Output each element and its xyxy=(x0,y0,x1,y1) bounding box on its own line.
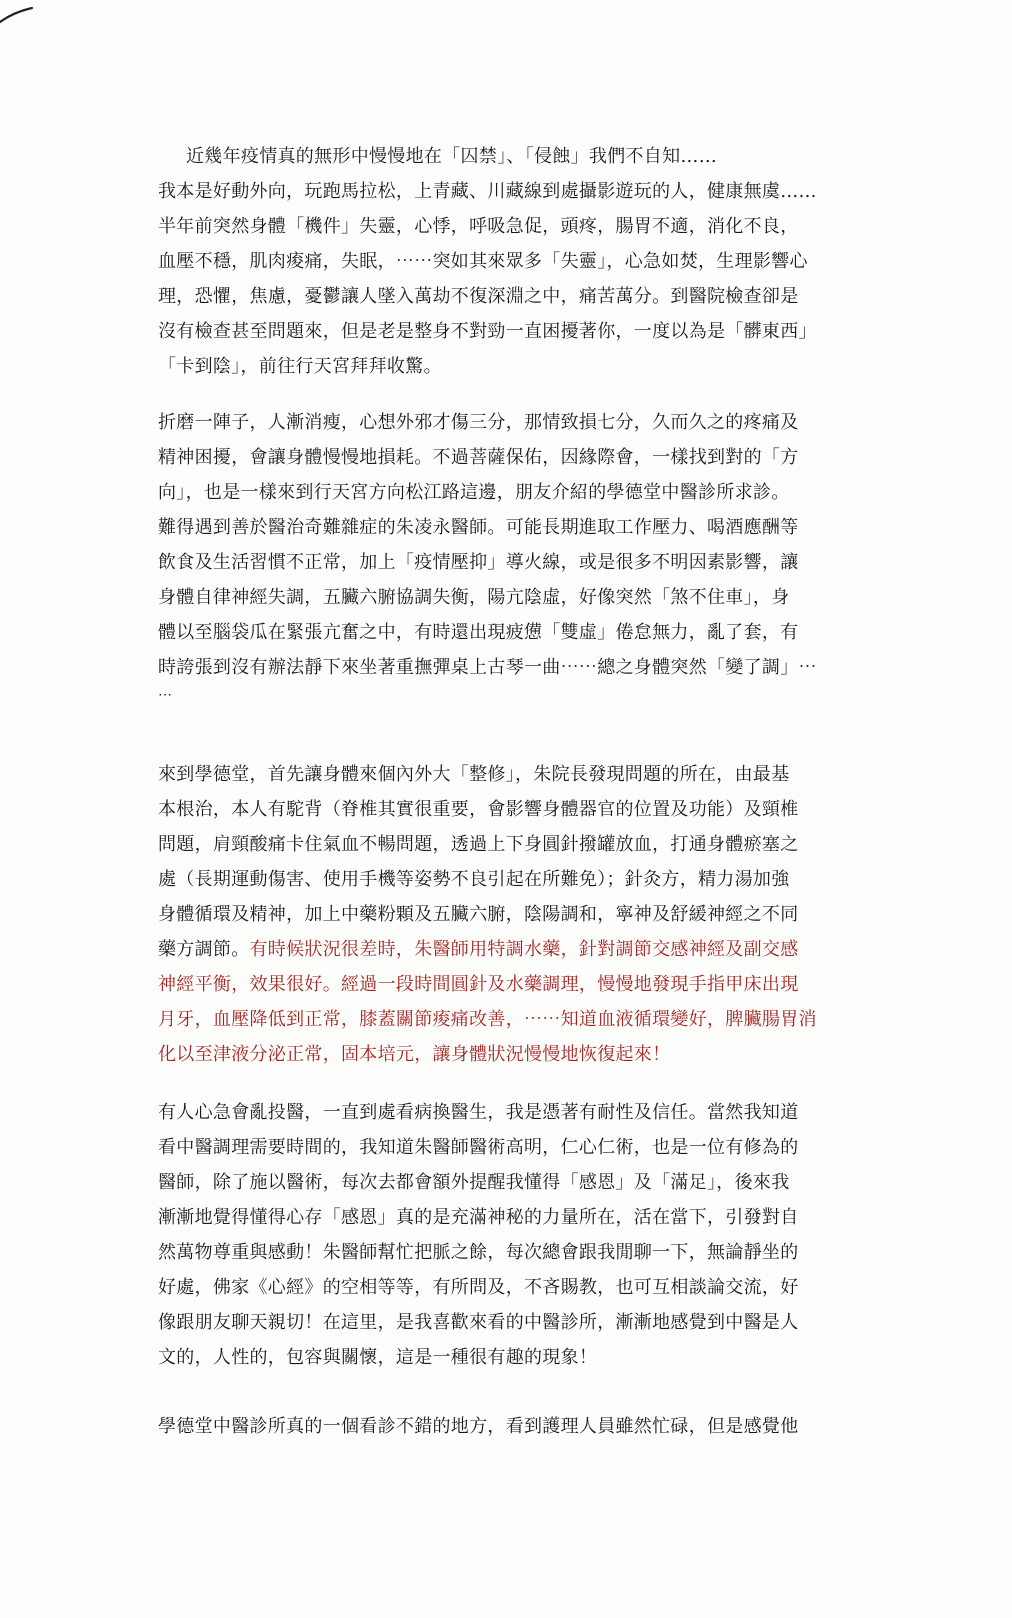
line-text: 藥方調節。 xyxy=(158,939,250,960)
line-text: 看中醫調理需要時間的，我知道朱醫師醫術高明，仁心仁術，也是一位有修為的 xyxy=(158,1137,799,1158)
highlighted-line-text: 有時候狀況很差時，朱醫師用特調水藥，針對調節交感神經及副交感 xyxy=(249,939,799,960)
line-text: 本根治，本人有駝背（脊椎其實很重要，會影響身體器官的位置及功能）及頸椎 xyxy=(158,799,799,820)
line-text: 理，恐懼，焦慮，憂鬱讓人墜入萬劫不復深淵之中，痛苦萬分。到醫院檢查卻是 xyxy=(158,286,799,307)
text-line xyxy=(158,1037,858,1072)
highlighted-line-text: 化以至津液分泌正常，固本培元，讓身體狀況慢慢地恢復起來！ xyxy=(158,1044,671,1065)
highlighted-line-text: 神經平衡，效果很好。經過一段時間圓針及水藥調理，慢慢地發現手指甲床出現 xyxy=(158,974,799,995)
line-text: 像跟朋友聊天親切！在這里，是我喜歡來看的中醫診所，漸漸地感覺到中醫是人 xyxy=(158,1312,799,1333)
text-line xyxy=(158,314,858,349)
line-text: 漸漸地覺得懂得心存「感恩」真的是充滿神秘的力量所在，活在當下，引發對自 xyxy=(158,1207,799,1228)
text-line xyxy=(158,1235,858,1270)
paragraph-1 xyxy=(158,139,858,384)
line-text: 體以至腦袋瓜在緊張亢奮之中，有時還出現疲憊「雙虛」倦怠無力，亂了套，有 xyxy=(158,622,799,643)
text-line xyxy=(158,1200,858,1235)
text-line xyxy=(158,510,858,545)
paragraph-4 xyxy=(158,1095,858,1375)
line-text: 然萬物尊重與感動！朱醫師幫忙把脈之餘，每次總會跟我閒聊一下，無論靜坐的 xyxy=(158,1242,799,1263)
line-text: 精神困擾，會讓身體慢慢地損耗。不過菩薩保佑，因緣際會，一樣找到對的「方 xyxy=(158,447,799,468)
text-line xyxy=(158,650,858,685)
line-text: 文的，人性的，包容與關懷，這是一種很有趣的現象！ xyxy=(158,1347,598,1368)
text-line xyxy=(158,1340,858,1375)
text-line xyxy=(158,475,858,510)
paragraph-5 xyxy=(158,1409,858,1444)
text-line xyxy=(158,1270,858,1305)
highlighted-line-text: 月牙，血壓降低到正常，膝蓋關節痠痛改善，⋯⋯知道血液循環變好，脾臟腸胃消 xyxy=(158,1009,817,1030)
text-line xyxy=(158,757,858,792)
text-line xyxy=(158,615,858,650)
line-text: 好處，佛家《心經》的空相等等，有所問及，不吝賜教，也可互相談論交流，好 xyxy=(158,1277,799,1298)
line-text: 有人心急會亂投醫，一直到處看病換醫生，我是憑著有耐性及信任。當然我知道 xyxy=(158,1102,799,1123)
text-line xyxy=(158,967,858,1002)
line-text: 醫師，除了施以醫術，每次去都會額外提醒我懂得「感恩」及「滿足」，後來我 xyxy=(158,1172,790,1193)
text-line xyxy=(158,1095,858,1130)
text-line xyxy=(158,440,858,475)
text-line xyxy=(158,862,858,897)
text-line xyxy=(158,545,858,580)
text-line xyxy=(158,580,858,615)
paragraph-3 xyxy=(158,757,858,1072)
line-text: 來到學德堂，首先讓身體來個內外大「整修」，朱院長發現問題的所在，由最基 xyxy=(158,764,790,785)
text-line xyxy=(158,349,858,384)
text-line xyxy=(158,827,858,862)
text-line xyxy=(158,279,858,314)
line-text: 學德堂中醫診所真的一個看診不錯的地方，看到護理人員雖然忙碌，但是感覺他 xyxy=(158,1416,799,1437)
text-line xyxy=(158,897,858,932)
text-line xyxy=(158,139,858,174)
pen-stroke-mark xyxy=(0,0,40,40)
line-text: 我本是好動外向，玩跑馬拉松，上青藏、川藏線到處攝影遊玩的人，健康無虞…… xyxy=(158,181,817,202)
line-text: 身體自律神經失調，五臟六腑協調失衡，陽亢陰虛，好像突然「煞不住車」，身 xyxy=(158,587,790,608)
line-text: 近幾年疫情真的無形中慢慢地在「囚禁」、「侵蝕」我們不自知…… xyxy=(186,146,717,167)
paragraph-2 xyxy=(158,405,858,705)
trailing-ellipsis: ⋯ xyxy=(158,687,173,703)
text-line xyxy=(158,1409,858,1444)
line-text: 身體循環及精神，加上中藥粉顆及五臟六腑，陰陽調和，寧神及舒緩神經之不同 xyxy=(158,904,799,925)
text-line xyxy=(158,1002,858,1037)
line-text: 向」，也是一樣來到行天宮方向松江路這邊，朋友介紹的學德堂中醫診所求診。 xyxy=(158,482,790,503)
line-text: 半年前突然身體「機件」失靈，心悸，呼吸急促，頭疼，腸胃不適，消化不良， xyxy=(158,216,799,237)
line-text: 處（長期運動傷害、使用手機等姿勢不良引起在所難免）；針灸方，精力湯加強 xyxy=(158,869,790,890)
line-text: 飲食及生活習慣不正常，加上「疫情壓抑」導火線，或是很多不明因素影響，讓 xyxy=(158,552,799,573)
text-line xyxy=(158,1165,858,1200)
line-text: 血壓不穩，肌肉痠痛，失眠，⋯⋯突如其來眾多「失靈」，心急如焚，生理影響心 xyxy=(158,251,808,272)
line-text: 時誇張到沒有辦法靜下來坐著重撫彈桌上古琴一曲⋯⋯總之身體突然「變了調」⋯ xyxy=(158,657,817,678)
text-line xyxy=(158,174,858,209)
line-text: 問題，肩頸酸痛卡住氣血不暢問題，透過上下身圓針撥罐放血，打通身體瘀塞之 xyxy=(158,834,799,855)
text-line xyxy=(158,1130,858,1165)
text-line xyxy=(158,244,858,279)
text-line xyxy=(158,1305,858,1340)
line-text: 「卡到陰」，前往行天宮拜拜收驚。 xyxy=(158,356,442,377)
text-line xyxy=(158,405,858,440)
line-text: 難得遇到善於醫治奇難雜症的朱凌永醫師。可能長期進取工作壓力、喝酒應酬等 xyxy=(158,517,799,538)
text-line xyxy=(158,792,858,827)
text-line xyxy=(158,932,858,967)
line-text: 折磨一陣子，人漸消瘦，心想外邪才傷三分，那情致損七分，久而久之的疼痛及 xyxy=(158,412,799,433)
text-line xyxy=(158,209,858,244)
line-text: 沒有檢查甚至問題來，但是老是整身不對勁一直困擾著你，一度以為是「髒東西」 xyxy=(158,321,817,342)
